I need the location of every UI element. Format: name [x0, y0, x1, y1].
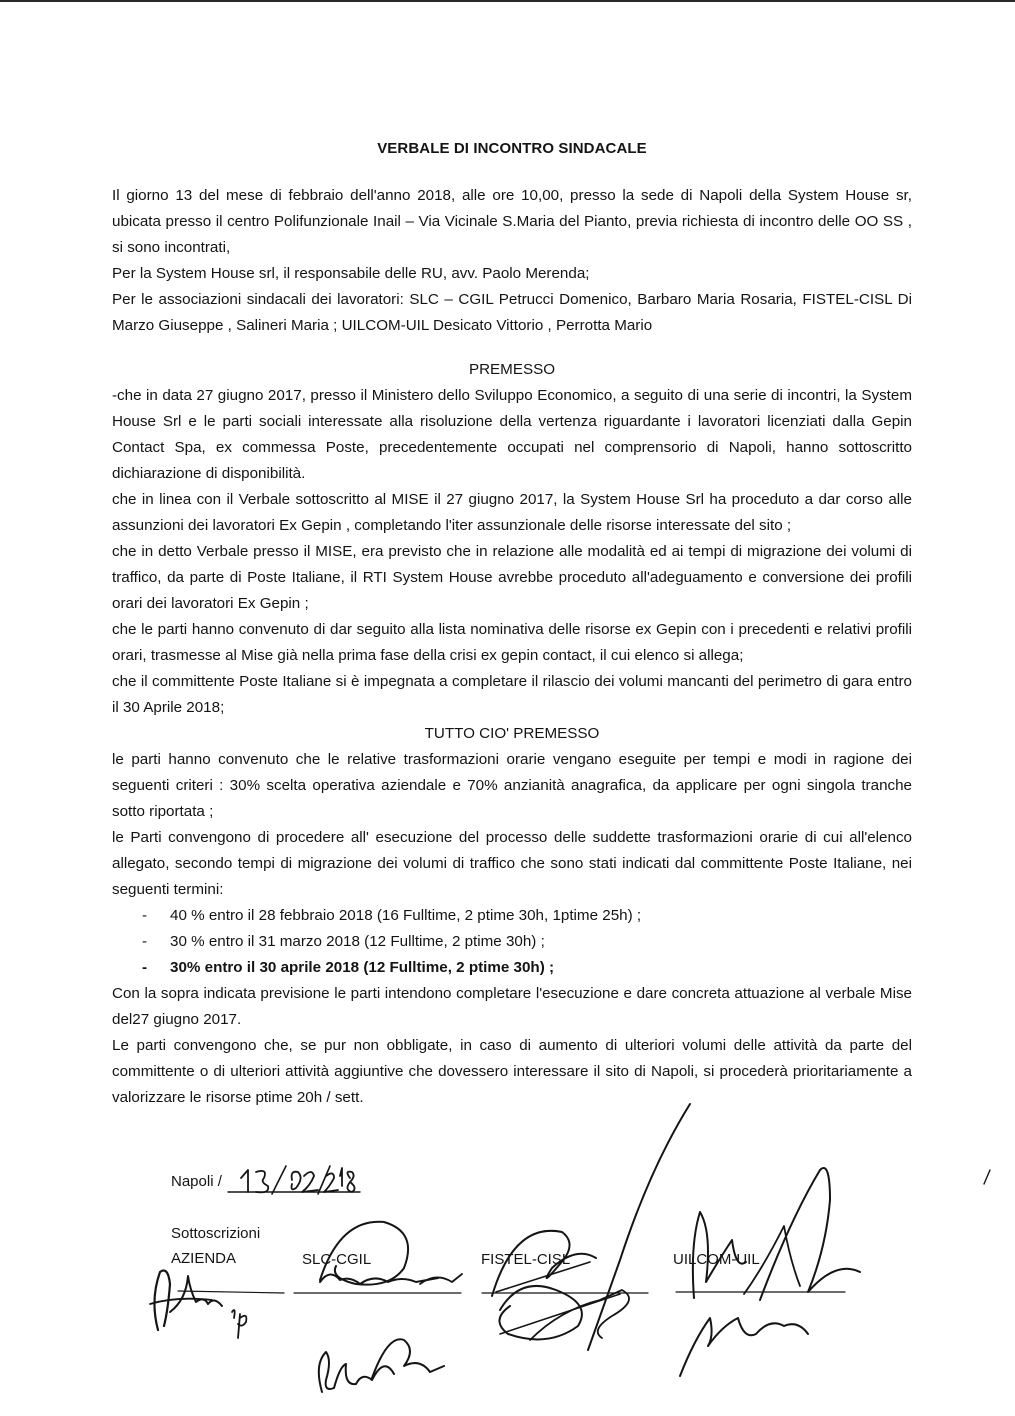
- uilcom-uil-signature: [680, 1168, 990, 1376]
- premesso-paragraph: che il committente Poste Italiane si è impegnata a completare il rilascio dei volumi mancanti del perimetro di gara entro il 30 Aprile 2018;: [112, 673, 912, 716]
- premesso-section: [112, 383, 912, 721]
- premesso-paragraph: che in detto Verbale presso il MISE, era previsto che in relazione alle modalità ed ai tempi di migrazione dei volumi di traffico, da parte di Poste Italiane, il RTI System House avrebbe proceduto all'adeguamento e conversione dei profili orari dei lavoratori Ex Gepin ;: [112, 543, 912, 612]
- scan-top-edge: [0, 0, 1015, 2]
- document-body: [112, 140, 912, 1111]
- slc-cgil-signature: [319, 1222, 462, 1392]
- premesso-paragraph: -che in data 27 giugno 2017, presso il Ministero dello Sviluppo Economico, a seguito di una serie di incontri, la System House Srl e le parti sociali interessate alla risoluzione della vertenza riguardante i lavoratori licenziati dalla Gepin Contact Spa, ex commessa Poste, precedentemente occupati nel comprensorio di Napoli, hanno sottoscritto dichiarazione di disponibilità.: [112, 387, 912, 482]
- document-title: VERBALE DI INCONTRO SINDACALE: [377, 140, 647, 157]
- azienda-signature: [150, 1271, 246, 1339]
- tranche-item: - 30 % entro il 31 marzo 2018 (12 Fulltime, 2 ptime 30h) ;: [142, 933, 545, 950]
- premesso-paragraph: che in linea con il Verbale sottoscritto al MISE il 27 giugno 2017, la System House Srl ha proceduto a dar corso alle assunzioni dei lavoratori Ex Gepin , completando l'iter assunzionale delle risorse interessate del sito ;: [112, 491, 912, 534]
- tutto-paragraph: le Parti convengono di procedere all' esecuzione del processo delle suddette trasformazioni orarie di cui all'elenco allegato, secondo tempi di migrazione dei volumi di traffico che sono stati indicati dal committente Poste Italiane, nei seguenti termini:: [112, 829, 912, 898]
- tutto-heading: TUTTO CIO' PREMESSO: [424, 725, 600, 742]
- handwritten-date: [228, 1166, 360, 1194]
- tranche-item: - 40 % entro il 28 febbraio 2018 (16 Fulltime, 2 ptime 30h, 1ptime 25h) ;: [142, 907, 642, 924]
- tranche-list: [112, 903, 912, 981]
- closing-paragraph: Le parti convengono che, se pur non obbligate, in caso di aumento di ulteriori volumi delle attività da parte del committente o di ulteriori attività aggiuntive che dovessero interessare il sito di Napoli, si procederà prioritariamente a valorizzare le risorse ptime 20h / sett.: [112, 1037, 912, 1106]
- azienda-label: AZIENDA: [171, 1250, 237, 1267]
- fistel-cisl-signature: [492, 1104, 690, 1350]
- place-label: Napoli /: [171, 1173, 222, 1190]
- closing-paragraph: Con la sopra indicata previsione le parti intendono completare l'esecuzione e dare concreta attuazione al verbale Mise del27 giugno 2017.: [112, 985, 912, 1028]
- uilcom-uil-label: UILCOM-UIL: [673, 1251, 760, 1268]
- subscriptions-label: Sottoscrizioni: [171, 1225, 261, 1242]
- slc-cgil-label: SLC-CGIL: [302, 1251, 372, 1268]
- intro-paragraph: Per la System House srl, il responsabile delle RU, avv. Paolo Merenda;: [112, 265, 590, 282]
- intro-section: [112, 183, 912, 339]
- intro-paragraph: Il giorno 13 del mese di febbraio dell'anno 2018, alle ore 10,00, presso la sede di Napoli della System House sr, ubicata presso il centro Polifunzionale Inail – Via Vicinale S.Maria del Pianto, previa richiesta di incontro delle OO SS , si sono incontrati,: [112, 187, 912, 256]
- premesso-heading: PREMESSO: [468, 361, 556, 378]
- tutto-paragraph: le parti hanno convenuto che le relative trasformazioni orarie vengano eseguite per tempi e modi in ragione dei seguenti criteri : 30% scelta operativa aziendale e 70% anzianità anagrafica, da applicare per ogni singola tranche sotto riportata ;: [112, 751, 912, 820]
- intro-paragraph: Per le associazioni sindacali dei lavoratori: SLC – CGIL Petrucci Domenico, Barbaro Maria Rosaria, FISTEL-CISL Di Marzo Giuseppe , Salineri Maria ; UILCOM-UIL Desicato Vittorio , Perrotta Mario: [112, 291, 912, 334]
- tranche-item: - 30% entro il 30 aprile 2018 (12 Fulltime, 2 ptime 30h) ;: [142, 959, 555, 976]
- tutto-section: [112, 747, 912, 903]
- fistel-cisl-label: FISTEL-CISL: [481, 1251, 571, 1268]
- closing-section: [112, 981, 912, 1111]
- premesso-paragraph: che le parti hanno convenuto di dar seguito alla lista nominativa delle risorse ex Gepin con i precedenti e relativi profili orari, trasmesse al Mise già nella prima fase della crisi ex gepin contact, il cui elenco si allega;: [112, 621, 912, 664]
